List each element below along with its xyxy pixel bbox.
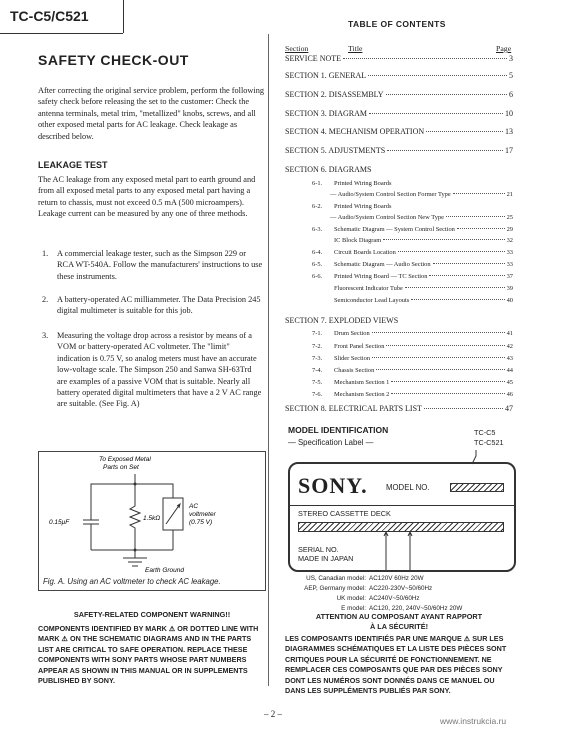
- resistor-symbol: [130, 484, 140, 550]
- figure-label-top-1: To Exposed Metal: [99, 456, 151, 463]
- method-number: 2.: [42, 295, 49, 304]
- method-number: 3.: [42, 331, 49, 340]
- method-number: 1.: [42, 249, 49, 258]
- toc-subrow[interactable]: 6-5. Schematic Diagram — Audio Section 33: [312, 261, 513, 268]
- toc-subrow[interactable]: 7-6. Mechanism Section 2 46: [312, 391, 513, 398]
- meter-label-2: voltmeter: [189, 511, 216, 518]
- toc-row[interactable]: SECTION 3. DIAGRAM 10: [285, 109, 513, 118]
- toc-row[interactable]: SERVICE NOTE 3: [285, 54, 513, 63]
- meter-label-3: (0.75 V): [189, 519, 213, 526]
- header-divider: [123, 0, 124, 33]
- power-spec-row: US, Canadian model: AC120V 60Hz 20W: [306, 575, 424, 582]
- toc-subrow[interactable]: 6-6. Printed Wiring Board — TC Section 37: [312, 273, 513, 280]
- method-item: [38, 294, 266, 324]
- leakage-test-title: LEAKAGE TEST: [38, 160, 108, 170]
- top-wires: [91, 474, 173, 502]
- model-header: TC-C5/C521: [10, 8, 89, 24]
- ground-wires: [91, 530, 173, 558]
- method-text: A battery-operated AC milliammeter. The Data Precision 245 digital multimeter is suitable for this job.: [57, 295, 261, 316]
- ground-label: Earth Ground: [145, 567, 185, 574]
- model-no-label: MODEL NO.: [386, 483, 430, 492]
- toc-subrow[interactable]: 7-2. Front Panel Section 42: [312, 343, 513, 350]
- header-rule: [0, 33, 123, 34]
- toc-col-title: Title: [348, 44, 363, 53]
- serial-no-label: SERIAL NO.: [298, 545, 339, 554]
- warning-title: SAFETY-RELATED COMPONENT WARNING!!: [73, 610, 231, 619]
- model-variants: [474, 428, 504, 447]
- method-text: A commercial leakage tester, such as the Simpson 229 or RCA WT-540A. Follow the manufacturers' instructions to use these instruments.: [57, 249, 263, 281]
- toc-subrow[interactable]: 6-4. Circuit Boards Location 33: [312, 249, 513, 256]
- toc-subrow[interactable]: 6-3. Schematic Diagram — System Control Section 29: [312, 226, 513, 233]
- toc-row[interactable]: SECTION 6. DIAGRAMS: [285, 165, 372, 174]
- capacitor-symbol: [83, 502, 99, 550]
- method-text: Measuring the voltage drop across a resistor by means of a VOM or battery-operated AC voltmeter. The "limit" indication is 0.75 V, so analog meters must have an accurate low-voltage scale. The Simpson 250 and Sanwa SH-63Trd are examples of a passive VOM that is suitable. Nearly all battery operated digital multimeters that have a 2 V AC range are suitable. (See Fig. A): [57, 331, 262, 409]
- figure-caption: Fig. A. Using an AC voltmeter to check AC leakage.: [43, 577, 221, 586]
- attention-title-line: ATTENTION AU COMPOSANT AYANT RAPPORT: [315, 612, 483, 621]
- toc-row[interactable]: SECTION 1. GENERAL 5: [285, 71, 513, 80]
- toc-subrow[interactable]: — Audio/System Control Section New Type 25: [330, 214, 513, 221]
- intro-paragraph: After correcting the original service problem, perform the following safety check before releasing the set to the customer: Check the antenna terminals, metal trim, "metallized" knobs, screws, and all other exposed metal parts for AC leakage. Check leakage as described below.: [38, 86, 265, 141]
- label-leader-lines: [290, 464, 514, 570]
- power-spec-row: E model: AC120, 220, 240V~50/60Hz 20W: [341, 605, 463, 612]
- toc-subrow[interactable]: 7-3. Slider Section 43: [312, 355, 513, 362]
- toc-subrow[interactable]: Semiconductor Lead Layouts 40: [334, 297, 513, 304]
- deck-type: STEREO CASSETTE DECK: [298, 509, 391, 518]
- power-spec-row: UK model: AC240V~50/60Hz: [336, 595, 420, 602]
- specification-label-box: [288, 462, 516, 572]
- toc-row[interactable]: SECTION 8. ELECTRICAL PARTS LIST 47: [285, 404, 513, 413]
- made-in-label: MADE IN JAPAN: [298, 554, 354, 563]
- power-spec-row: AEP, Germany model: AC220-230V~50/60Hz: [304, 585, 433, 592]
- resistor-value: 1.5kΩ: [143, 515, 161, 522]
- method-item: [38, 330, 266, 430]
- method-item: [38, 248, 266, 288]
- leakage-paragraph: The AC leakage from any exposed metal part to earth ground and from all exposed metal parts to any exposed metal part having a return to chassis, must not exceed 0.5 mA (500 microampers). Leakage current can be measured by any one of three methods.: [38, 175, 256, 219]
- model-variant: TC-C521: [474, 437, 504, 447]
- attention-title-line: À LA SÉCURITÉ!: [369, 622, 429, 631]
- toc-row[interactable]: SECTION 4. MECHANISM OPERATION 13: [285, 127, 513, 136]
- toc-subrow[interactable]: IC Block Diagram 32: [334, 237, 513, 244]
- circuit-diagram: [39, 452, 265, 590]
- capacitor-value: 0.15μF: [49, 519, 70, 526]
- toc-subrow[interactable]: 7-4. Chassis Section 44: [312, 367, 513, 374]
- toc-col-page: Page: [496, 44, 512, 53]
- column-divider: [268, 34, 269, 686]
- model-identification-title: MODEL IDENTIFICATION: [288, 425, 389, 435]
- ground-symbol: [123, 558, 147, 566]
- meter-needle: [166, 504, 180, 524]
- toc-row[interactable]: SECTION 7. EXPLODED VIEWS: [285, 316, 399, 325]
- safety-check-title: SAFETY CHECK-OUT: [38, 52, 189, 68]
- sony-logo: SONY.: [298, 473, 368, 498]
- watermark: www.instrukcia.ru: [440, 716, 507, 726]
- toc-subrow[interactable]: — Audio/System Control Section Former Type 21: [330, 191, 513, 198]
- toc-col-section: Section: [285, 44, 309, 53]
- model-variant: TC-C5: [474, 428, 496, 437]
- page-number: – 2 –: [264, 709, 282, 719]
- toc-row[interactable]: SECTION 5. ADJUSTMENTS 17: [285, 146, 513, 155]
- meter-label-1: AC: [189, 503, 199, 510]
- specification-label: — Specification Label —: [288, 438, 374, 447]
- toc-subrow[interactable]: 7-5. Mechanism Section 1 45: [312, 379, 513, 386]
- toc-subrow[interactable]: 7-1. Drum Section 41: [312, 330, 513, 337]
- toc-title: TABLE OF CONTENTS: [348, 19, 446, 29]
- toc-subrow[interactable]: 6-1. Printed Wiring Boards: [312, 180, 392, 187]
- warning-text: COMPONENTS IDENTIFIED BY MARK ⚠ OR DOTTED LINE WITH MARK ⚠ ON THE SCHEMATIC DIAGRAMS AND IN THE PARTS LIST ARE CRITICAL TO SAFE OPERATION. REPLACE THESE COMPONENTS WITH SONY PARTS WHOSE PART NUMBERS APPEAR AS SHOWN IN THIS MANUAL OR IN SUPPLEMENTS PUBLISHED BY SONY.: [38, 624, 259, 686]
- attention-text: LES COMPOSANTS IDENTIFIÉS PAR UNE MARQUE ⚠ SUR LES DIAGRAMMES SCHÉMATIQUES ET LA LISTE DES PIÈCES SONT CRITIQUES POUR LA SÉCURITÉ DE FONCTIONNEMENT. NE REMPLACER CES COMPOSANTS QUE PAR DES PIÈCES SONY DONT LES NUMÉROS SONT DONNÉS DANS CE MANUEL OU DANS LES SUPPLÉMENTS PUBLIÉS PAR SONY.: [285, 634, 507, 696]
- toc-row[interactable]: SECTION 2. DISASSEMBLY 6: [285, 90, 513, 99]
- attention-title: [285, 612, 513, 632]
- figure-a: [38, 451, 266, 591]
- toc-subrow[interactable]: Fluorescent Indicator Tube 39: [334, 285, 513, 292]
- toc-subrow[interactable]: 6-2. Printed Wiring Boards: [312, 203, 392, 210]
- figure-label-top-2: Parts on Set: [103, 464, 139, 471]
